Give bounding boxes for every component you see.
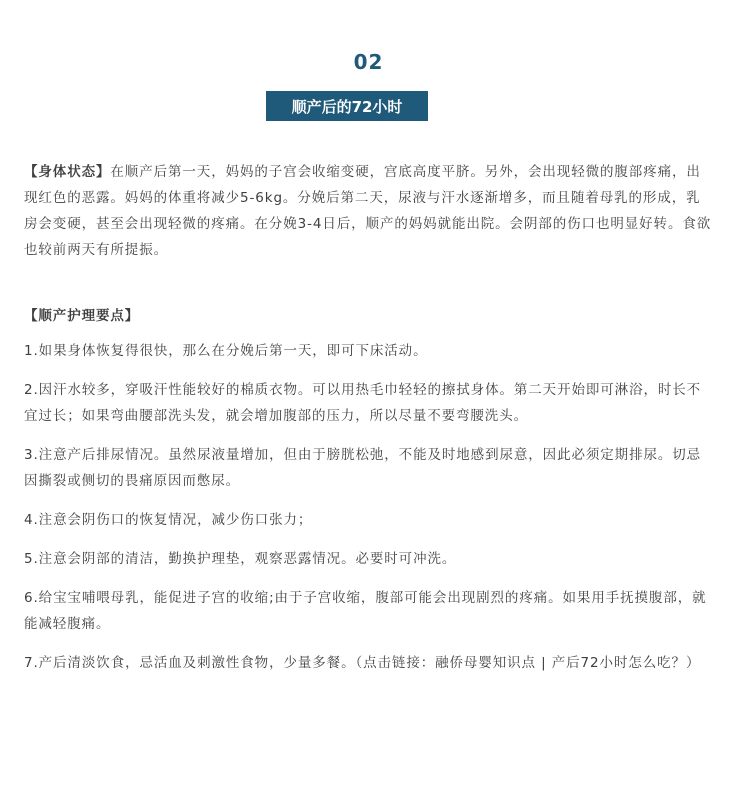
- section-number: 02: [353, 50, 384, 74]
- care-point-1: 1.如果身体恢复得很快，那么在分娩后第一天，即可下床活动。: [24, 343, 428, 359]
- care-point-5: 5.注意会阴部的清洁，勤换护理垫，观察恶露情况。必要时可冲洗。: [24, 551, 457, 567]
- care-point-7[interactable]: 7.产后清淡饮食，忌活血及刺激性食物，少量多餐。（点击链接：融侨母婴知识点 | 产后72小时怎么吃？）: [24, 655, 701, 671]
- body-status-text: 在顺产后第一天，妈妈的子宫会收缩变硬，宫底高度平脐。另外，会出现轻微的腹部疼痛，出现红色的恶露。妈妈的体重将减少5-6kg。分娩后第二天，尿液与汗水逐渐增多，而且随着母乳的形成，乳房会变硬，甚至会出现轻微的疼痛。在分娩3-4日后，顺产的妈妈就能出院。会阴部的伤口也明显好转。食欲也较前两天有所提振。: [24, 164, 712, 258]
- care-point-6: 6.给宝宝哺喂母乳，能促进子宫的收缩;由于子宫收缩，腹部可能会出现剧烈的疼痛。如果用手抚摸腹部，就能减轻腹痛。: [24, 590, 707, 632]
- article-content: [24, 159, 714, 676]
- care-point-3: 3.注意产后排尿情况。虽然尿液量增加，但由于膀胱松弛，不能及时地感到尿意，因此必须定期排尿。切忌因撕裂或侧切的畏痛原因而憋尿。: [24, 447, 702, 489]
- section-title-badge: 顺产后的72小时: [266, 91, 428, 121]
- care-point-2: 2.因汗水较多，穿吸汗性能较好的棉质衣物。可以用热毛巾轻轻的擦拭身体。第二天开始即可淋浴，时长不宜过长；如果弯曲腰部洗头发，就会增加腹部的压力，所以尽量不要弯腰洗头。: [24, 382, 702, 424]
- body-status-block: [24, 159, 714, 263]
- care-point-4: 4.注意会阴伤口的恢复情况，减少伤口张力；: [24, 512, 313, 528]
- body-status-paragraph: [24, 159, 714, 263]
- care-points-heading: 【顺产护理要点】: [24, 308, 140, 324]
- body-status-label: 【身体状态】: [24, 164, 111, 180]
